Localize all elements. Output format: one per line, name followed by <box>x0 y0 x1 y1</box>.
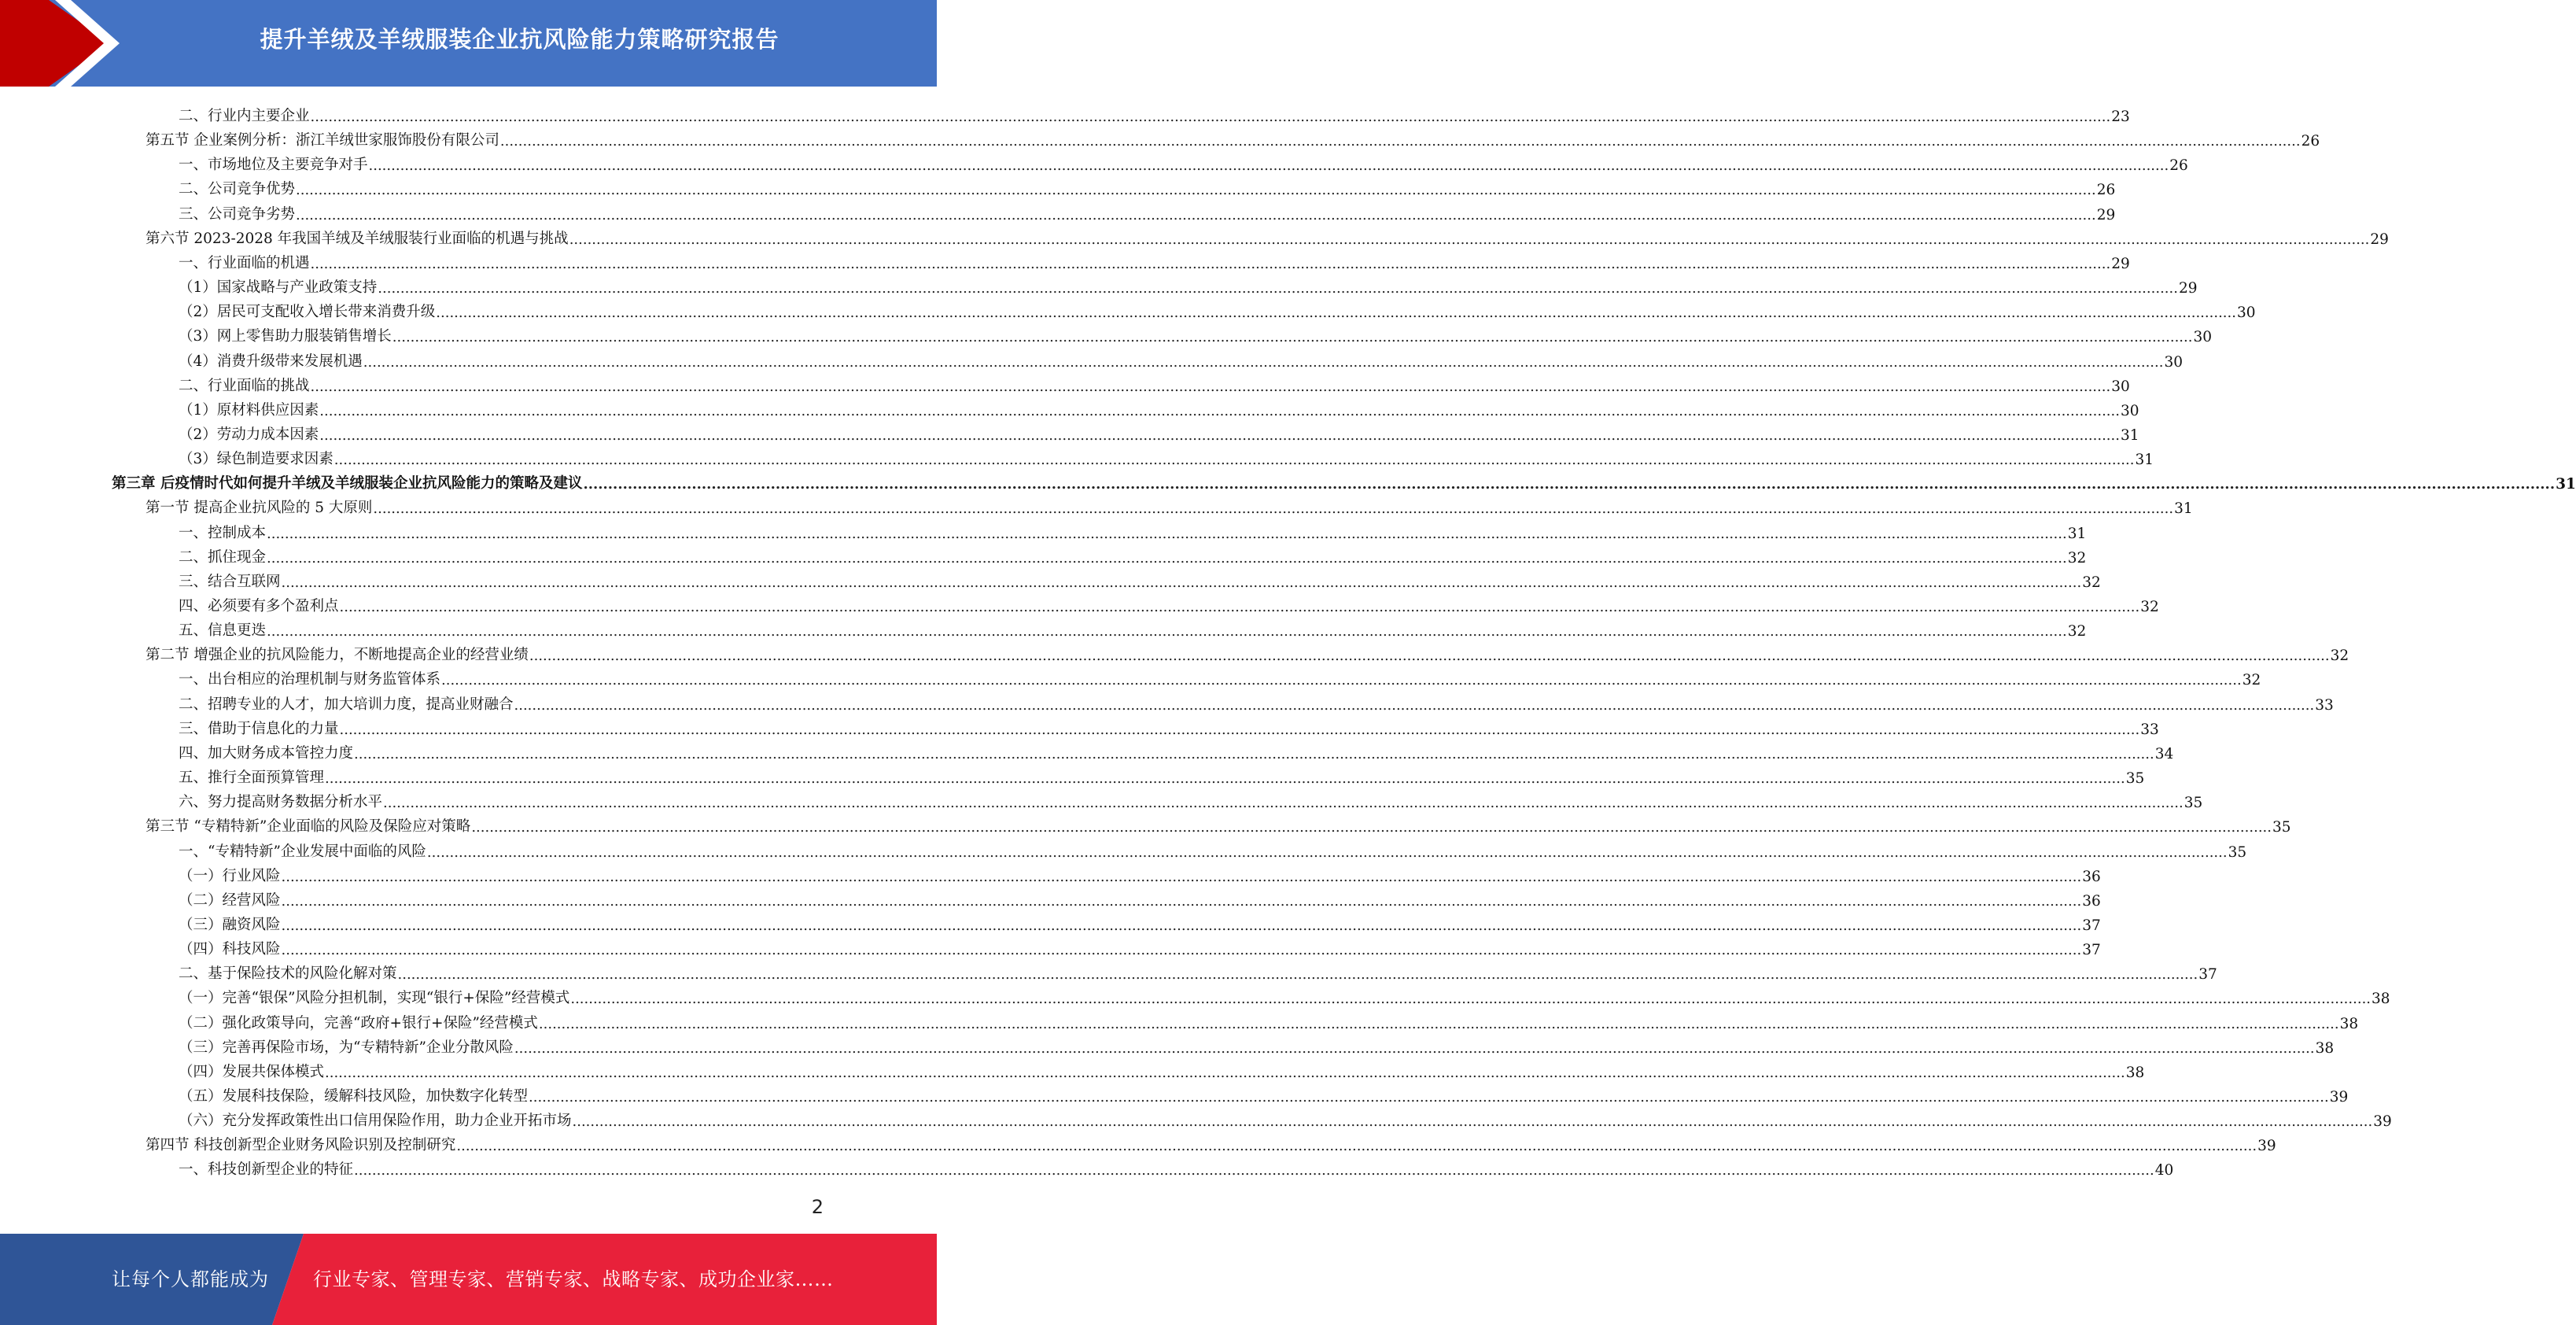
toc-entry-title: 一、行业面临的机遇 <box>179 254 310 271</box>
toc-entry[interactable] <box>179 1081 2349 1105</box>
toc-entry-title: （3）绿色制造要求因素 <box>179 451 334 468</box>
toc-entry-page: 35 <box>2184 795 2203 812</box>
toc-entry-page: 38 <box>2339 1015 2359 1032</box>
toc-entry-title: （三）完善再保险市场，为“专精特新”企业分散风险 <box>179 1039 514 1056</box>
toc-entry[interactable] <box>146 223 2389 248</box>
toc-entry-page: 37 <box>2082 942 2101 959</box>
toc-dot-leader: ................................................................................................................................................................................................................................................................................................................................................................................................................ <box>514 696 2315 714</box>
toc-entry[interactable] <box>179 664 2261 689</box>
toc-entry-page: 35 <box>2272 819 2291 836</box>
footer-slogan-right: 行业专家、管理专家、营销专家、战略专家、成功企业家…… <box>313 1268 834 1290</box>
toc-entry-page: 35 <box>2125 770 2145 788</box>
toc-entry-page: 23 <box>2111 109 2130 125</box>
toc-entry[interactable] <box>179 199 2116 223</box>
toc-dot-leader: ................................................................................................................................................................................................................................................................................................................................................................................................................ <box>281 942 2082 959</box>
toc-dot-leader: ................................................................................................................................................................................................................................................................................................................................................................................................................ <box>267 549 2067 567</box>
toc-entry[interactable] <box>179 1008 2359 1032</box>
toc-dot-leader: ................................................................................................................................................................................................................................................................................................................................................................................................................ <box>529 1089 2329 1105</box>
page-number: 2 <box>811 1196 824 1218</box>
toc-entry[interactable] <box>179 1032 2335 1057</box>
toc-entry-title: （二）强化政策导向，完善“政府+银行+保险”经营模式 <box>179 1014 538 1032</box>
toc-entry-page: 30 <box>2120 402 2139 419</box>
toc-entry[interactable] <box>179 321 2212 346</box>
toc-dot-leader: ................................................................................................................................................................................................................................................................................................................................................................................................................ <box>310 255 2111 272</box>
toc-entry-title: 一、科技创新型企业的特征 <box>179 1161 354 1179</box>
toc-dot-leader: ................................................................................................................................................................................................................................................................................................................................................................................................................ <box>267 525 2067 542</box>
toc-entry-title: 第三章 后疫情时代如何提升羊绒及羊绒服装企业抗风险能力的策略及建议 <box>112 475 583 493</box>
toc-entry-title: 二、基于保险技术的风险化解对策 <box>179 965 397 983</box>
toc-entry-page: 36 <box>2082 868 2101 885</box>
toc-dot-leader: ................................................................................................................................................................................................................................................................................................................................................................................................................ <box>583 476 2556 493</box>
toc-entry-page: 39 <box>2373 1113 2392 1131</box>
toc-dot-leader: ................................................................................................................................................................................................................................................................................................................................................................................................................ <box>339 721 2140 738</box>
toc-dot-leader: ................................................................................................................................................................................................................................................................................................................................................................................................................ <box>281 868 2082 885</box>
toc-entry-page: 30 <box>2111 378 2130 395</box>
toc-entry-title: 一、“专精特新”企业发展中面临的风险 <box>179 843 426 860</box>
toc-dot-leader: ................................................................................................................................................................................................................................................................................................................................................................................................................ <box>363 353 2164 371</box>
toc-entry[interactable] <box>179 983 2390 1008</box>
toc-entry-page: 37 <box>2082 917 2101 934</box>
toc-entry-page: 26 <box>2096 182 2116 199</box>
toc-entry[interactable] <box>179 419 2139 444</box>
toc-entry[interactable] <box>179 689 2334 714</box>
toc-entry[interactable] <box>179 910 2101 934</box>
toc-dot-leader: ................................................................................................................................................................................................................................................................................................................................................................................................................ <box>570 991 2371 1008</box>
toc-entry[interactable] <box>179 567 2101 591</box>
toc-dot-leader: ................................................................................................................................................................................................................................................................................................................................................................................................................ <box>383 795 2184 812</box>
toc-entry-title: 五、推行全面预算管理 <box>179 770 325 787</box>
toc-dot-leader: ................................................................................................................................................................................................................................................................................................................................................................................................................ <box>354 1162 2154 1179</box>
toc-entry-title: 第三节 “专精特新”企业面临的风险及保险应对策略 <box>146 818 471 836</box>
toc-dot-leader: ................................................................................................................................................................................................................................................................................................................................................................................................................ <box>310 378 2111 395</box>
toc-dot-leader: ................................................................................................................................................................................................................................................................................................................................................................................................................ <box>569 231 2370 248</box>
toc-entry-page: 36 <box>2082 892 2101 910</box>
toc-entry[interactable] <box>179 371 2130 395</box>
toc-entry-title: （4）消费升级带来发展机遇 <box>179 352 363 370</box>
toc-entry-page: 32 <box>2330 648 2349 665</box>
toc-entry-title: 四、加大财务成本管控力度 <box>179 744 354 762</box>
toc-entry-page: 35 <box>2228 843 2247 861</box>
toc-dot-leader: ................................................................................................................................................................................................................................................................................................................................................................................................................ <box>354 745 2154 762</box>
toc-dot-leader: ................................................................................................................................................................................................................................................................................................................................................................................................................ <box>296 206 2096 223</box>
toc-entry-page: 32 <box>2067 549 2087 567</box>
toc-entry[interactable] <box>112 468 2576 493</box>
toc-entry-title: 四、必须要有多个盈利点 <box>179 598 339 615</box>
toc-entry-page: 33 <box>2315 696 2334 714</box>
toc-entry-page: 31 <box>2135 452 2154 469</box>
toc-entry[interactable] <box>179 958 2217 984</box>
toc-entry[interactable] <box>179 1154 2174 1179</box>
report-title: 提升羊绒及羊绒服装企业抗风险能力策略研究报告 <box>260 26 779 53</box>
toc-entry-title: 六、努力提高财务数据分析水平 <box>179 794 383 811</box>
toc-entry-title: 五、信息更迭 <box>179 622 267 640</box>
toc-entry[interactable] <box>179 174 2116 199</box>
toc-entry[interactable] <box>179 149 2188 175</box>
toc-entry[interactable] <box>179 346 2183 371</box>
toc-entry-title: （一）行业风险 <box>179 867 281 884</box>
toc-entry-title: 一、控制成本 <box>179 524 267 541</box>
toc-entry[interactable] <box>179 615 2087 640</box>
footer-slogan-left: 让每个人都能成为 <box>112 1268 269 1290</box>
toc-entry-page: 26 <box>2301 133 2320 150</box>
toc-entry-page: 38 <box>2315 1039 2335 1057</box>
footer-banner <box>0 1234 937 1325</box>
toc-dot-leader: ................................................................................................................................................................................................................................................................................................................................................................................................................ <box>310 109 2111 125</box>
toc-entry-page: 32 <box>2242 672 2261 689</box>
toc-entry-title: （四）发展共保体模式 <box>179 1063 325 1080</box>
toc-dot-leader: ................................................................................................................................................................................................................................................................................................................................................................................................................ <box>441 672 2242 689</box>
toc-entry-title: 三、公司竞争劣势 <box>179 205 296 223</box>
toc-dot-leader: ................................................................................................................................................................................................................................................................................................................................................................................................................ <box>456 1138 2257 1155</box>
toc-entry-page: 30 <box>2164 353 2183 371</box>
toc-entry[interactable] <box>179 738 2174 762</box>
toc-entry-title: 三、借助于信息化的力量 <box>179 720 339 737</box>
toc-entry[interactable] <box>146 1130 2276 1155</box>
toc-dot-leader: ................................................................................................................................................................................................................................................................................................................................................................................................................ <box>572 1113 2373 1131</box>
toc-entry[interactable] <box>179 272 2198 297</box>
toc-entry-page: 26 <box>2169 157 2188 175</box>
toc-dot-leader: ................................................................................................................................................................................................................................................................................................................................................................................................................ <box>281 892 2082 910</box>
toc-entry-title: 一、出台相应的治理机制与财务监管体系 <box>179 671 441 688</box>
toc-entry[interactable] <box>179 934 2101 959</box>
toc-entry-page: 37 <box>2198 966 2217 984</box>
toc-dot-leader: ................................................................................................................................................................................................................................................................................................................................................................................................................ <box>368 157 2169 175</box>
toc-dot-leader: ................................................................................................................................................................................................................................................................................................................................................................................................................ <box>436 304 2236 322</box>
toc-entry-page: 34 <box>2154 745 2174 762</box>
toc-dot-leader: ................................................................................................................................................................................................................................................................................................................................................................................................................ <box>529 648 2330 665</box>
toc-entry-title: 第四节 科技创新型企业财务风险识别及控制研究 <box>146 1137 456 1154</box>
toc-entry[interactable] <box>179 714 2159 738</box>
toc-entry-page: 32 <box>2082 574 2101 591</box>
toc-entry-page: 30 <box>2236 304 2256 322</box>
toc-entry[interactable] <box>179 1105 2392 1131</box>
toc-entry[interactable] <box>179 591 2159 615</box>
toc-entry-title: 第二节 增强企业的抗风险能力，不断地提高企业的经营业绩 <box>146 647 529 664</box>
toc-entry-page: 39 <box>2329 1089 2349 1105</box>
toc-entry-title: （1）原材料供应因素 <box>179 401 319 419</box>
toc-entry[interactable] <box>179 861 2101 885</box>
toc-entry-page: 32 <box>2140 599 2159 615</box>
toc-entry-title: （3）网上零售助力服装销售增长 <box>179 328 392 345</box>
toc-entry-title: （1）国家战略与产业政策支持 <box>179 279 378 297</box>
toc-entry[interactable] <box>179 787 2203 812</box>
toc-entry-title: （四）科技风险 <box>179 941 281 958</box>
toc-entry-title: （五）发展科技保险，缓解科技风险，加快数字化转型 <box>179 1088 529 1105</box>
toc-dot-leader: ................................................................................................................................................................................................................................................................................................................................................................................................................ <box>397 966 2198 984</box>
toc-entry-page: 29 <box>2096 206 2116 223</box>
toc-entry-page: 29 <box>2178 280 2198 297</box>
toc-dot-leader: ................................................................................................................................................................................................................................................................................................................................................................................................................ <box>538 1015 2339 1032</box>
toc-entry-title: 三、结合互联网 <box>179 573 281 590</box>
toc-entry[interactable] <box>179 542 2087 567</box>
toc-entry-page: 31 <box>2556 476 2576 493</box>
toc-dot-leader: ................................................................................................................................................................................................................................................................................................................................................................................................................ <box>373 500 2174 518</box>
toc-entry-page: 38 <box>2125 1064 2145 1081</box>
toc-dot-leader: ................................................................................................................................................................................................................................................................................................................................................................................................................ <box>378 280 2178 297</box>
toc-entry[interactable] <box>179 444 2154 469</box>
toc-entry[interactable] <box>179 395 2139 419</box>
toc-entry-page: 31 <box>2120 426 2139 444</box>
toc-entry-title: 二、行业面临的挑战 <box>179 377 310 394</box>
toc-entry-page: 33 <box>2140 721 2159 738</box>
toc-dot-leader: ................................................................................................................................................................................................................................................................................................................................................................................................................ <box>281 917 2082 934</box>
toc-dot-leader: ................................................................................................................................................................................................................................................................................................................................................................................................................ <box>325 1064 2125 1081</box>
toc-entry-title: （2）劳动力成本因素 <box>179 426 319 443</box>
toc-entry-title: （三）融资风险 <box>179 916 281 933</box>
toc-entry-title: 二、抓住现金 <box>179 548 267 566</box>
toc-entry-page: 30 <box>2193 329 2212 346</box>
toc-entry-page: 31 <box>2067 525 2087 542</box>
toc-entry-title: 二、公司竞争优势 <box>179 181 296 198</box>
toc-dot-leader: ................................................................................................................................................................................................................................................................................................................................................................................................................ <box>267 623 2067 640</box>
toc-entry-page: 32 <box>2067 623 2087 640</box>
toc-dot-leader: ................................................................................................................................................................................................................................................................................................................................................................................................................ <box>334 452 2135 469</box>
header-banner <box>0 0 937 87</box>
toc-entry[interactable] <box>146 493 2193 518</box>
toc-entry[interactable] <box>179 836 2247 861</box>
toc-entry[interactable] <box>179 101 2130 125</box>
toc-entry[interactable] <box>179 297 2256 322</box>
toc-entry-page: 40 <box>2154 1162 2174 1179</box>
toc-entry-page: 38 <box>2371 991 2390 1008</box>
toc-entry[interactable] <box>146 640 2349 665</box>
toc-entry-page: 39 <box>2257 1138 2276 1155</box>
toc-dot-leader: ................................................................................................................................................................................................................................................................................................................................................................................................................ <box>471 819 2272 836</box>
toc-dot-leader: ................................................................................................................................................................................................................................................................................................................................................................................................................ <box>281 574 2082 591</box>
toc-entry-title: （六）充分发挥政策性出口信用保险作用，助力企业开拓市场 <box>179 1113 572 1130</box>
toc-entry-title: （一）完善“银保”风险分担机制，实现“银行+保险”经营模式 <box>179 990 570 1007</box>
toc-entry[interactable] <box>179 885 2101 910</box>
toc-entry-page: 31 <box>2174 500 2193 518</box>
toc-entry[interactable] <box>146 125 2320 150</box>
toc-entry[interactable] <box>179 518 2087 542</box>
toc-entry[interactable] <box>179 762 2145 788</box>
toc-entry[interactable] <box>179 248 2130 272</box>
toc-entry[interactable] <box>179 1057 2145 1081</box>
toc-dot-leader: ................................................................................................................................................................................................................................................................................................................................................................................................................ <box>499 133 2301 150</box>
toc-dot-leader: ................................................................................................................................................................................................................................................................................................................................................................................................................ <box>339 599 2140 615</box>
toc-entry-title: 二、招聘专业的人才，加大培训力度，提高业财融合 <box>179 696 514 713</box>
toc-dot-leader: ................................................................................................................................................................................................................................................................................................................................................................................................................ <box>319 426 2120 444</box>
toc-dot-leader: ................................................................................................................................................................................................................................................................................................................................................................................................................ <box>426 843 2228 861</box>
toc-entry-title: 二、行业内主要企业 <box>179 108 310 124</box>
toc-dot-leader: ................................................................................................................................................................................................................................................................................................................................................................................................................ <box>319 402 2120 419</box>
toc-entry-title: 第一节 提高企业抗风险的 5 大原则 <box>146 500 373 517</box>
toc-entry-page: 29 <box>2370 231 2389 248</box>
toc-entry-title: 第六节 2023-2028 年我国羊绒及羊绒服装行业面临的机遇与挑战 <box>146 230 569 247</box>
toc-dot-leader: ................................................................................................................................................................................................................................................................................................................................................................................................................ <box>392 329 2193 346</box>
toc-entry-title: （二）经营风险 <box>179 891 281 909</box>
toc-entry-title: 第五节 企业案例分析：浙江羊绒世家服饰股份有限公司 <box>146 132 499 149</box>
toc-entry-title: （2）居民可支配收入增长带来消费升级 <box>179 304 436 321</box>
toc-entry-title: 一、市场地位及主要竞争对手 <box>179 157 368 174</box>
toc-dot-leader: ................................................................................................................................................................................................................................................................................................................................................................................................................ <box>325 770 2125 788</box>
toc-dot-leader: ................................................................................................................................................................................................................................................................................................................................................................................................................ <box>296 182 2096 199</box>
toc-entry-page: 29 <box>2111 255 2130 272</box>
toc-dot-leader: ................................................................................................................................................................................................................................................................................................................................................................................................................ <box>514 1039 2315 1057</box>
toc-entry[interactable] <box>146 811 2291 836</box>
